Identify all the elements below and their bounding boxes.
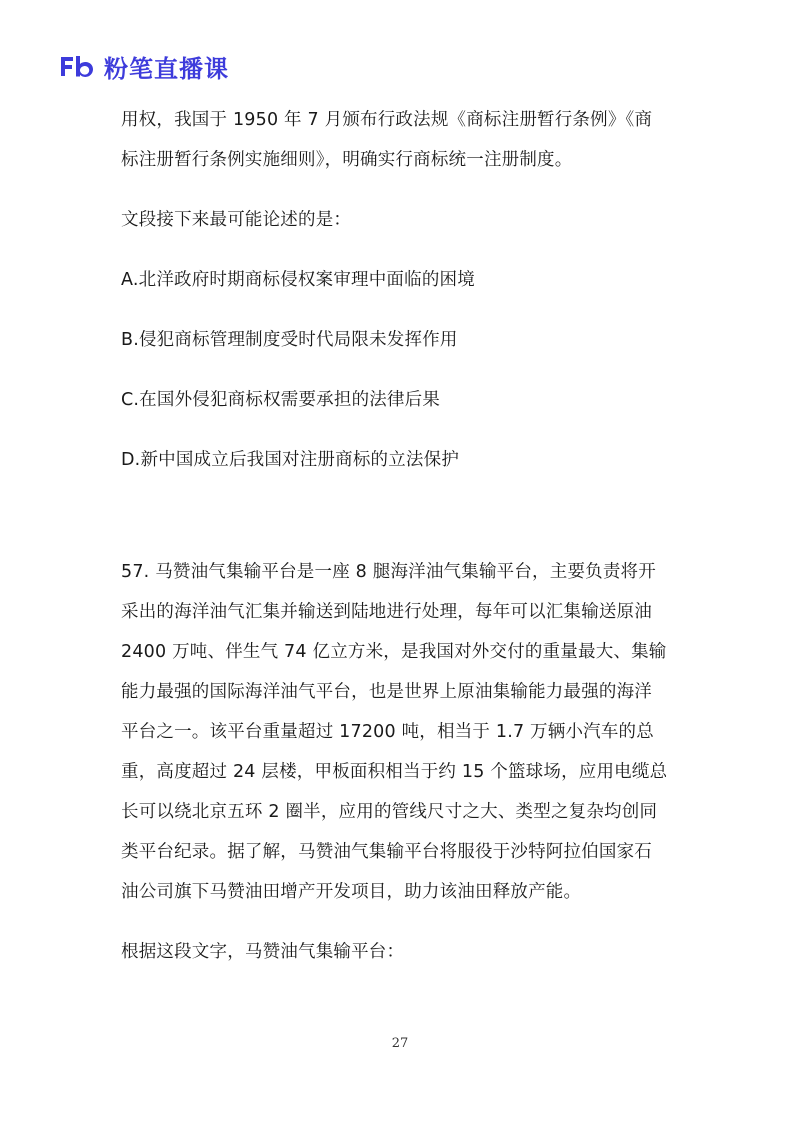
page-header — [58, 46, 229, 86]
option-d: D.新中国成立后我国对注册商标的立法保护 — [121, 450, 460, 470]
passage-tail — [121, 100, 691, 180]
text-line: 重，高度超过 24 层楼，甲板面积相当于约 15 个篮球场，应用电缆总 — [121, 762, 668, 782]
text-line: 标注册暂行条例实施细则》，明确实行商标统一注册制度。 — [121, 150, 573, 170]
question-57-prompt: 根据这段文字，马赞油气集输平台： — [121, 942, 405, 962]
text-line: 能力最强的国际海洋油气平台，也是世界上原油集输能力最强的海洋 — [121, 682, 652, 702]
text-line: 2400 万吨、伴生气 74 亿立方米，是我国对外交付的重量最大、集输 — [121, 642, 667, 662]
fb-logo-icon — [58, 53, 98, 79]
text-line: 57. 马赞油气集输平台是一座 8 腿海洋油气集输平台，主要负责将开 — [121, 562, 656, 582]
text-line: 长可以绕北京五环 2 圈半，应用的管线尺寸之大、类型之复杂均创同 — [121, 802, 658, 822]
question-57-passage — [121, 552, 691, 912]
option-a: A.北洋政府时期商标侵权案审理中面临的困境 — [121, 270, 475, 290]
brand-name: 粉笔直播课 — [104, 54, 229, 83]
text-line: 油公司旗下马赞油田增产开发项目，助力该油田释放产能。 — [121, 882, 582, 902]
text-line: 采出的海洋油气汇集并输送到陆地进行处理，每年可以汇集输送原油 — [121, 602, 652, 622]
text-line: 平台之一。该平台重量超过 17200 吨，相当于 1.7 万辆小汽车的总 — [121, 722, 654, 742]
option-c: C.在国外侵犯商标权需要承担的法律后果 — [121, 390, 441, 410]
document-body — [121, 100, 691, 972]
text-line: 类平台纪录。据了解，马赞油气集输平台将服役于沙特阿拉伯国家石 — [121, 842, 652, 862]
page-number: 27 — [391, 1036, 409, 1051]
question-prompt: 文段接下来最可能论述的是： — [121, 210, 352, 230]
option-b: B.侵犯商标管理制度受时代局限未发挥作用 — [121, 330, 458, 350]
text-line: 用权，我国于 1950 年 7 月颁布行政法规《商标注册暂行条例》《商 — [121, 110, 653, 130]
